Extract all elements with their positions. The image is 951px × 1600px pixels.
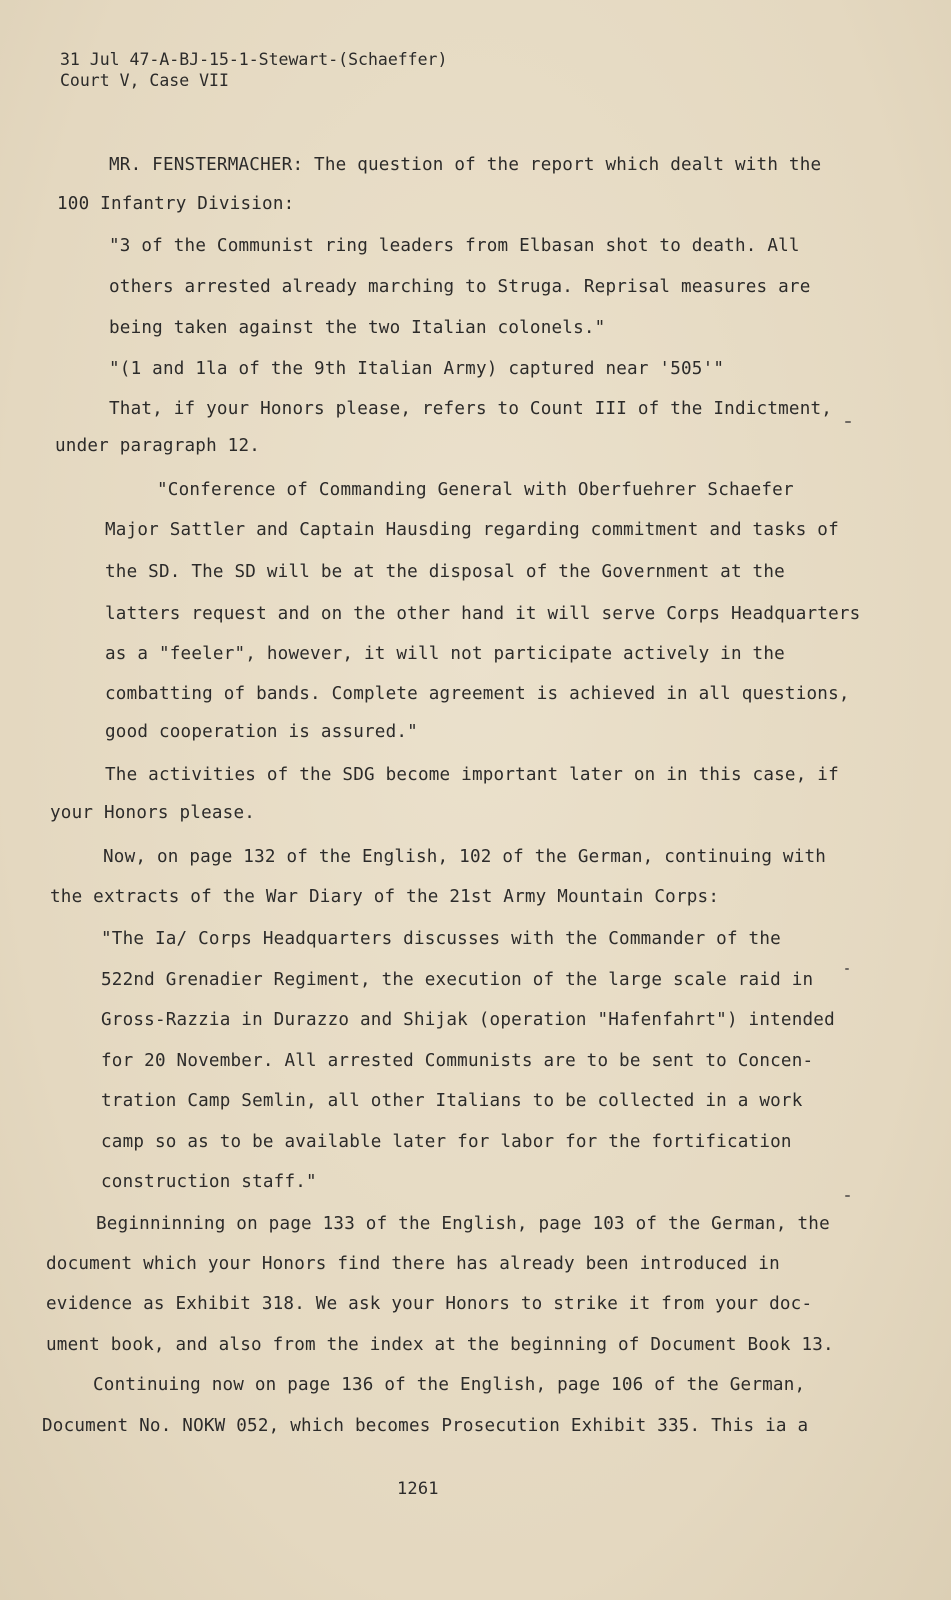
body-line: being taken against the two Italian colonels."	[109, 318, 606, 338]
body-line: the SD. The SD will be at the disposal of the Government at the	[105, 562, 785, 582]
body-line: 100 Infantry Division:	[57, 194, 295, 214]
margin-speck	[845, 968, 849, 970]
body-line: "Conference of Commanding General with Oberfuehrer Schaefer	[157, 480, 794, 500]
body-line: as a "feeler", however, it will not participate actively in the	[105, 644, 785, 664]
body-line: for 20 November. All arrested Communists are to be sent to Concen-	[101, 1051, 814, 1071]
body-line: construction staff."	[101, 1172, 317, 1192]
body-line: Continuing now on page 136 of the English, page 106 of the German,	[93, 1375, 806, 1395]
body-line: The activities of the SDG become important later on in this case, if	[105, 765, 839, 785]
body-line: Gross-Razzia in Durazzo and Shijak (operation "Hafenfahrt") intended	[101, 1010, 835, 1030]
body-line: Major Sattler and Captain Hausding regarding commitment and tasks of	[105, 520, 839, 540]
body-line: your Honors please.	[50, 803, 256, 823]
body-line: the extracts of the War Diary of the 21st Army Mountain Corps:	[50, 887, 720, 907]
body-line: good cooperation is assured."	[105, 722, 418, 742]
body-line: Beginninning on page 133 of the English, page 103 of the German, the	[96, 1214, 830, 1234]
body-line: others arrested already marching to Struga. Reprisal measures are	[109, 277, 811, 297]
body-line: camp so as to be available later for labor for the fortification	[101, 1132, 792, 1152]
body-line: under paragraph 12.	[55, 436, 261, 456]
body-line: "(1 and 1la of the 9th Italian Army) captured near '505'"	[109, 359, 725, 379]
body-line: That, if your Honors please, refers to Count III of the Indictment,	[109, 399, 833, 419]
body-line: evidence as Exhibit 318. We ask your Honors to strike it from your doc-	[46, 1294, 813, 1314]
margin-speck	[845, 1195, 850, 1197]
body-line: Now, on page 132 of the English, 102 of the German, continuing with	[103, 847, 827, 867]
margin-speck	[845, 421, 851, 423]
body-line: latters request and on the other hand it will serve Corps Headquarters	[105, 604, 861, 624]
body-line: "The Ia/ Corps Headquarters discusses with the Commander of the	[101, 929, 781, 949]
body-line: Document No. NOKW 052, which becomes Prosecution Exhibit 335. This ia a	[42, 1416, 809, 1436]
body-line: MR. FENSTERMACHER: The question of the report which dealt with the	[109, 155, 822, 175]
body-line: tration Camp Semlin, all other Italians to be collected in a work	[101, 1091, 803, 1111]
header-court: Court V, Case VII	[60, 71, 229, 90]
body-line: ument book, and also from the index at the beginning of Document Book 13.	[46, 1335, 834, 1355]
page-number: 1261	[397, 1479, 439, 1499]
body-line: document which your Honors find there has already been introduced in	[46, 1254, 780, 1274]
body-line: "3 of the Communist ring leaders from Elbasan shot to death. All	[109, 236, 800, 256]
body-line: 522nd Grenadier Regiment, the execution of the large scale raid in	[101, 970, 814, 990]
header-case-reference: 31 Jul 47-A-BJ-15-1-Stewart-(Schaeffer)	[60, 50, 448, 69]
body-line: combatting of bands. Complete agreement is achieved in all questions,	[105, 684, 850, 704]
